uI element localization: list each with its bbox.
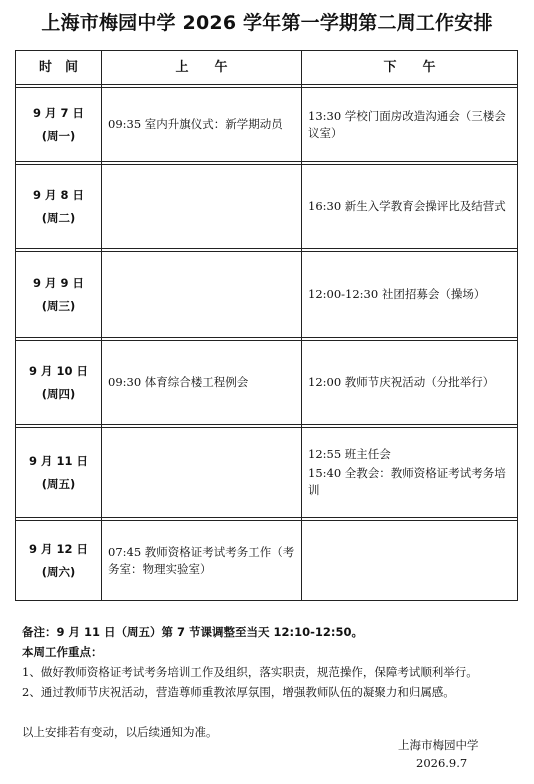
day-cell <box>16 252 102 338</box>
morning-cell <box>102 252 302 338</box>
day-row <box>16 88 518 162</box>
event-text: 13:30 学校门面房改造沟通会（三楼会议室） <box>308 108 506 140</box>
day-weekday: (周五) <box>41 476 76 491</box>
schedule-note: 备注：9 月 11 日（周五）第 7 节课调整至当天 12:10-12:50。 <box>22 625 364 639</box>
day-row <box>16 341 518 425</box>
afternoon-cell <box>302 521 518 601</box>
event-text: 15:40 全教会：教师资格证考试考务培训 <box>308 466 506 497</box>
schedule-table <box>15 50 518 601</box>
closing-note: 以上安排若有变动，以后续通知为准。 <box>22 725 218 739</box>
day-cell <box>16 165 102 249</box>
day-date: 9 月 11 日 <box>28 453 89 468</box>
event-text: 09:30 体育综合楼工程例会 <box>108 375 249 389</box>
notes-section <box>22 622 522 742</box>
event-text: 16:30 新生入学教育会操评比及结营式 <box>308 199 506 213</box>
day-date: 9 月 7 日 <box>32 105 84 120</box>
header-morning: 上 午 <box>102 51 302 85</box>
signature-org: 上海市梅园中学 <box>398 738 479 752</box>
day-date: 9 月 12 日 <box>28 541 89 556</box>
morning-cell <box>102 521 302 601</box>
day-weekday: (周二) <box>41 210 76 225</box>
morning-cell <box>102 341 302 425</box>
day-weekday: (周三) <box>41 298 76 313</box>
event-text: 09:35 室内升旗仪式：新学期动员 <box>108 117 283 131</box>
day-cell <box>16 88 102 162</box>
day-date: 9 月 9 日 <box>32 275 84 290</box>
focus-item: 2、通过教师节庆祝活动，营造尊师重教浓厚氛围，增强教师队伍的凝聚力和归属感。 <box>22 685 455 699</box>
header-time: 时 间 <box>16 51 102 85</box>
day-row <box>16 165 518 249</box>
page-title: 上海市梅园中学 2026 学年第一学期第二周工作安排 <box>41 12 493 34</box>
day-row <box>16 252 518 338</box>
afternoon-cell <box>302 428 518 518</box>
day-weekday: (周一) <box>41 128 76 143</box>
event-text: 07:45 教师资格证考试考务工作（考务室：物理实验室） <box>108 544 295 576</box>
morning-cell <box>102 428 302 518</box>
event-text: 12:00 教师节庆祝活动（分批举行） <box>308 375 495 389</box>
morning-cell <box>102 88 302 162</box>
day-weekday: (周六) <box>41 564 76 579</box>
day-cell <box>16 341 102 425</box>
event-text: 12:00-12:30 社团招募会（操场） <box>308 287 486 301</box>
day-row <box>16 521 518 601</box>
afternoon-cell <box>302 165 518 249</box>
day-cell <box>16 521 102 601</box>
header-row <box>16 51 518 85</box>
morning-cell <box>102 165 302 249</box>
focus-heading: 本周工作重点： <box>22 645 103 659</box>
day-cell <box>16 428 102 518</box>
day-date: 9 月 8 日 <box>32 187 84 202</box>
afternoon-cell <box>302 341 518 425</box>
header-afternoon: 下 午 <box>302 51 518 85</box>
afternoon-cell <box>302 88 518 162</box>
day-row <box>16 428 518 518</box>
focus-item: 1、做好教师资格证考试考务培训工作及组织，落实职责，规范操作，保障考试顺利举行。 <box>22 665 478 679</box>
event-text: 12:55 班主任会 <box>308 447 391 461</box>
signature-block <box>398 736 479 772</box>
signature-date: 2026.9.7 <box>416 756 468 770</box>
afternoon-cell <box>302 252 518 338</box>
day-date: 9 月 10 日 <box>28 363 89 378</box>
day-weekday: (周四) <box>41 386 76 401</box>
